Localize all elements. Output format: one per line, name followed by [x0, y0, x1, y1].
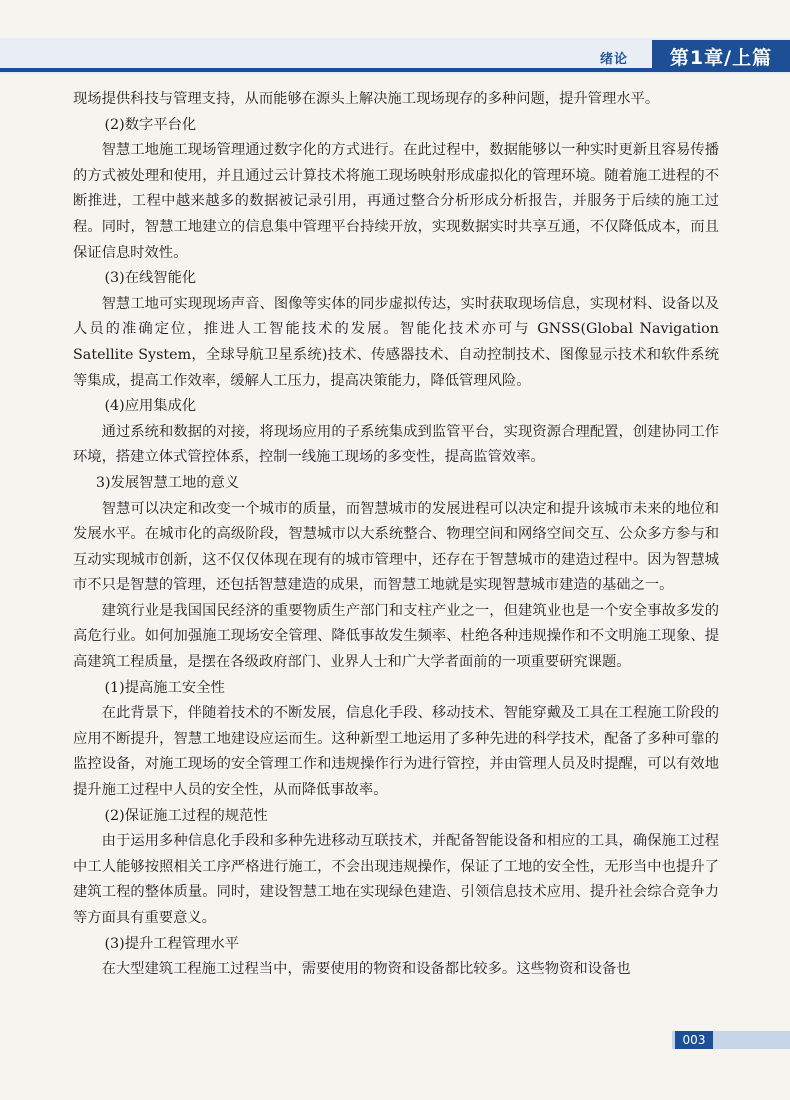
paragraph-standardization: 由于运用多种信息化手段和多种先进移动互联技术，并配备智能设备和相应的工具，确保施工过程中工人能够按照相关工序严格进行施工，不会出现违规操作，保证了工地的安全性，无形当中也提升了建筑工程的整体质量。同时，建设智慧工地在实现绿色建造、引领信息技术应用、提升社会综合竞争力等方面具有重要意义。: [73, 833, 719, 926]
paragraph-application-integration: 通过系统和数据的对接，将现场应用的子系统集成到监管平台，实现资源合理配置，创建协同工作环境，搭建立体式管控体系，控制一线施工现场的多变性，提高监管效率。: [73, 423, 719, 466]
subheading-application-integration: (4)应用集成化: [104, 398, 197, 415]
paragraph-digital-platform: 智慧工地施工现场管理通过数字化的方式进行。在此过程中，数据能够以一种实时更新且容易传播的方式被处理和使用，并且通过云计算技术将施工现场映射形成虚拟化的管理环境。随着施工进程的不断推进，工程中越来越多的数据被记录引用，再通过整合分析形成分析报告，并服务于后续的施工过程。同时，智慧工地建立的信息集中管理平台持续开放，实现数据实时共享互通，不仅降低成本，而且保证信息时效性。: [73, 142, 719, 261]
subheading-online-intelligence: (3)在线智能化: [104, 270, 197, 287]
heading-significance: 3)发展智慧工地的意义: [95, 474, 240, 491]
paragraph-smart-city: 智慧可以决定和改变一个城市的质量，而智慧城市的发展进程可以决定和提升该城市未来的地位和发展水平。在城市化的高级阶段，智慧城市以大系统整合、物理空间和网络空间交互、公众多方参与和互动实现城市创新，这不仅仅体现在现有的城市管理中，还存在于智慧城市的建造过程中。因为智慧城市不只是智慧的管理，还包括智慧建造的成果，而智慧工地就是实现智慧城市建造的基础之一。: [73, 500, 719, 594]
subheading-safety: (1)提高施工安全性: [104, 679, 225, 696]
section-label: 绪论: [600, 52, 629, 67]
text-body: [73, 87, 719, 983]
subheading-management: (3)提升工程管理水平: [104, 935, 240, 952]
paragraph-continuation: 现场提供科技与管理支持，从而能够在源头上解决施工现场现存的多种问题，提升管理水平。: [73, 91, 660, 107]
subheading-standardization: (2)保证施工过程的规范性: [104, 807, 268, 824]
paragraph-management: 在大型建筑工程施工过程当中，需要使用的物资和设备都比较多。这些物资和设备也: [101, 961, 631, 978]
paragraph-construction-industry: 建筑行业是我国国民经济的重要物质生产部门和支柱产业之一，但建筑业也是一个安全事故多发的高危行业。如何加强施工现场安全管理、降低事故发生频率、杜绝各种违规操作和不文明施工现象、提高建筑工程质量，是摆在各级政府部门、业界人士和广大学者面前的一项重要研究课题。: [73, 602, 719, 671]
paragraph-safety: 在此背景下，伴随着技术的不断发展，信息化手段、移动技术、智能穿戴及工具在工程施工阶段的应用不断提升，智慧工地建设应运而生。这种新型工地运用了多种先进的科学技术，配备了多种可靠的监控设备，对施工现场的安全管理工作和违规操作行为进行管控，并由管理人员及时提醒，可以有效地提升施工过程中人员的安全性，从而降低事故率。: [73, 705, 719, 799]
paragraph-online-intelligence: 智慧工地可实现现场声音、图像等实体的同步虚拟传达，实时获取现场信息，实现材料、设备以及人员的准确定位，推进人工智能技术的发展。智能化技术亦可与 GNSS(Global Navigation Satellite System，全球导航卫星系统)技术、传感器技术、自动控制技术、图像显示技术和软件系统等集成，提高工作效率，缓解人工压力，提高决策能力，降低管理风险。: [73, 295, 719, 389]
chapter-tab: 第1章/上篇: [652, 40, 790, 72]
page-number: 003: [675, 1031, 713, 1049]
subheading-digital-platform: (2)数字平台化: [104, 116, 197, 133]
